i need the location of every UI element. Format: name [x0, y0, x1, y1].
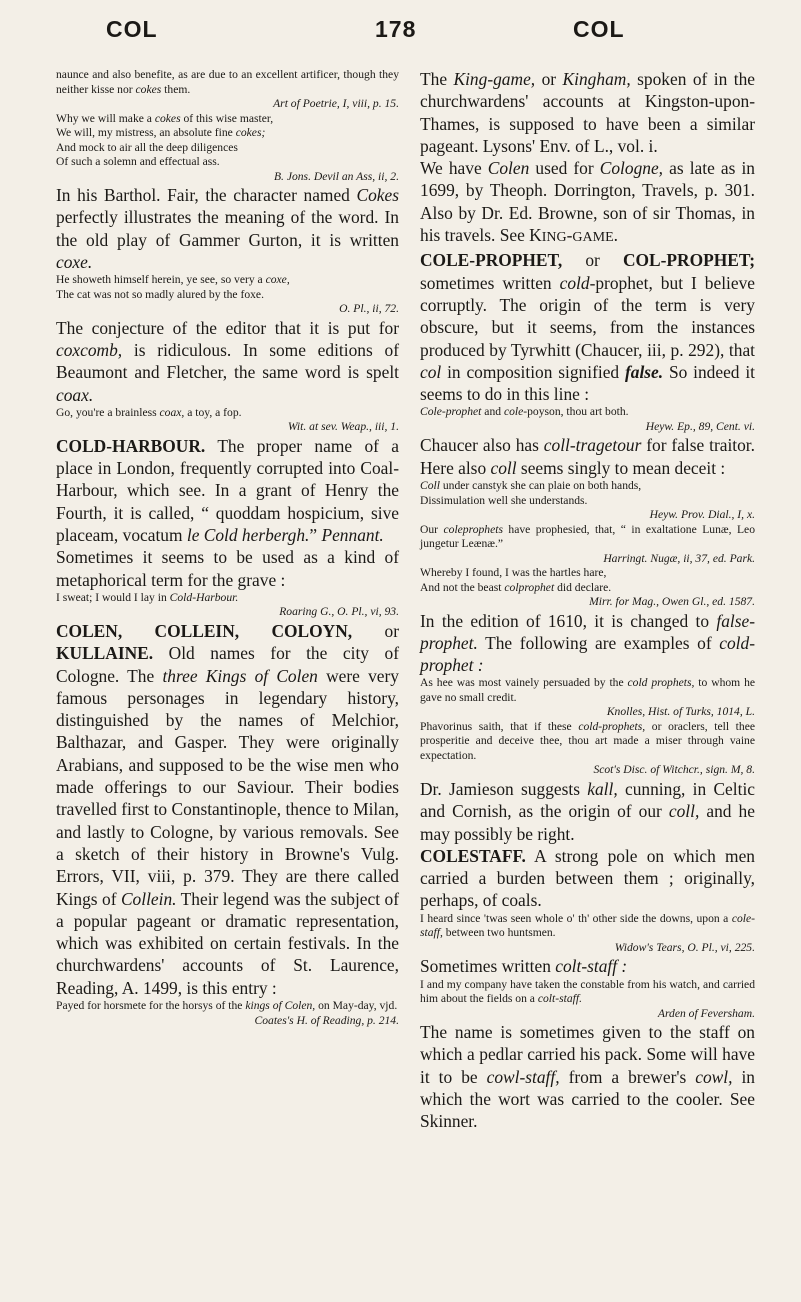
entry-paragraph: Sometimes it seems to be used as a kind of metaphorical term for the grave :	[56, 547, 399, 590]
citation: Roaring G., O. Pl., vi, 93.	[279, 605, 399, 619]
quotation: Coll under canstyk she can plaie on both hands, Dissimulation well she understands.	[420, 479, 642, 507]
citation: B. Jons. Devil an Ass, ii, 2.	[273, 169, 399, 183]
citation: Arden of Feversham.	[657, 1006, 755, 1020]
citation: Heyw. Prov. Dial., I, x.	[649, 508, 755, 522]
quotation: Our coleprophets have prophesied, that, “ in exaltatione Lunæ, Leo jungetur Leænæ.”	[420, 522, 755, 551]
quotation: naunce and also benefite, as are due to an excellent artificer, though they neither kisse nor cokes them.	[56, 68, 399, 96]
quotation: I heard since 'twas seen whole o' th' other side the downs, upon a cole-staff, between two huntsmen.	[420, 911, 755, 940]
quotation: Cole-prophet and cole-poyson, thou art both.	[420, 405, 629, 419]
quotation: As hee was most vainely persuaded by the cold prophets, to whom he gave no small credit.	[420, 676, 756, 704]
quotation: Phavorinus saith, that if these cold-prophets, or oraclers, tell thee prosperitie and deceive thee, thou art made a miser through vaine expectation.	[420, 719, 755, 762]
citation: Widow's Tears, O. Pl., vi, 225.	[614, 940, 755, 954]
quotation: Whereby I found, I was the hartles hare, And not the beast colprophet did declare.	[420, 566, 612, 594]
entry-paragraph: COLD-HARBOUR. The proper name of a place in London, frequently corrupted into Coal-Harbour, which see. In a grant of Henry the Fourth, it is called, “ quoddam hospicium, sive placeam, vocatum le Cold herbergh.” Pennant.	[56, 435, 399, 546]
citation: Heyw. Ep., 89, Cent. vi.	[645, 419, 755, 433]
entry-paragraph: Dr. Jamieson suggests kall, cunning, in Celtic and Cornish, as the origin of our coll, and he may possibly be right.	[420, 778, 755, 844]
citation: Mirr. for Mag., Owen Gl., ed. 1587.	[589, 595, 755, 609]
entry-paragraph: The name is sometimes given to the staff on which a pedlar carried his pack. Some will have it to be cowl-staff, from a brewer's cowl, in which the wort was carried to the cooler. See Skinner.	[420, 1022, 755, 1132]
entry-paragraph: Sometimes written colt-staff :	[420, 956, 628, 977]
left-column	[56, 68, 399, 1028]
entry-paragraph: COLE-PROPHET, or COL-PROPHET; sometimes written cold-prophet, but I believe corruptly. The origin of the term is very obscure, but it seems, from the instances produced by Tyrwhitt (Chaucer, iii, p. 292), that col in composition signified false. So indeed it seems to do in this line :	[420, 250, 755, 405]
entry-paragraph: COLESTAFF. A strong pole on which men carried a burden between them ; originally, perhaps, of coals.	[420, 845, 755, 911]
right-column	[420, 68, 755, 1133]
quotation: I and my company have taken the constable from his watch, and carried him about the fields on a colt-staff.	[420, 977, 755, 1006]
quotation: I sweat; I would I lay in Cold-Harbour.	[56, 590, 239, 604]
header-left-word: COL	[106, 16, 158, 42]
citation: Wit. at sev. Weap., iii, 1.	[287, 420, 399, 434]
citation: Harringt. Nugæ, ii, 37, ed. Park.	[603, 551, 755, 565]
citation: Knolles, Hist. of Turks, 1014, L.	[606, 705, 755, 719]
citation: Art of Poetrie, I, viii, p. 15.	[273, 97, 399, 110]
entry-paragraph: The King-game, or Kingham, spoken of in the churchwardens' accounts at Kingston-upon-Thames, is supposed to have been a similar pageant. Lysons' Env. of L., vol. i.	[420, 69, 756, 156]
quotation: Go, you're a brainless coax, a toy, a fop.	[56, 405, 242, 419]
page-number: 178	[375, 16, 417, 42]
entry-paragraph: We have Colen used for Cologne, as late as in 1699, by Theoph. Dorrington, Travels, p. 301. Also by Dr. Ed. Browne, son of sir Thomas, in his travels. See KING-GAME.	[420, 158, 756, 246]
quotation: Payed for horsmete for the horsys of the kings of Colen, on May-day, vjd.	[56, 999, 398, 1012]
entry-paragraph: Chaucer also has coll-tragetour for false traitor. Here also coll seems singly to mean deceit :	[420, 435, 755, 478]
entry-paragraph: In the edition of 1610, it is changed to false-prophet. The following are examples of cold-prophet :	[420, 610, 755, 676]
entry-paragraph: In his Barthol. Fair, the character named Cokes perfectly illustrates the meaning of the word. In the old play of Gammer Gurton, it is written coxe.	[56, 185, 399, 272]
citation: Scot's Disc. of Witchcr., sign. M, 8.	[593, 763, 755, 777]
header-right-word: COL	[573, 16, 625, 42]
citation: Coates's H. of Reading, p. 214.	[254, 1013, 399, 1027]
running-header	[0, 16, 801, 52]
quotation: He showeth himself herein, ye see, so very a coxe, The cat was not so madly alured by the foxe.	[56, 273, 290, 301]
quotation: Why we will make a cokes of this wise master, We will, my mistress, an absolute fine cokes; And mock to air all the deep diligences Of such a solemn and effectual ass.	[56, 111, 274, 168]
entry-paragraph: COLEN, COLLEIN, COLOYN, or KULLAINE. Old names for the city of Cologne. The three Kings of Colen were very famous personages in legendary history, distinguished by the names of Melchior, Balthazar, and Gasper. They were originally Arabians, and supposed to be the wise men who made offerings to our Saviour. Their bodies travelled first to Constantinople, thence to Milan, and lastly to Cologne, by various removals. See a sketch of their history in Browne's Vulg. Errors, VII, viii, p. 379. They are there called Kings of Collein. Their legend was the subject of a popular pageant or dramatic representation, which was exhibited on certain festivals. In the churchwardens' accounts of St. Laurence, Reading, A. 1499, is this entry :	[56, 620, 400, 998]
citation: O. Pl., ii, 72.	[339, 302, 399, 316]
entry-paragraph: The conjecture of the editor that it is put for coxcomb, is ridiculous. In some editions of Beaumont and Fletcher, the same word is spelt coax.	[56, 317, 399, 405]
